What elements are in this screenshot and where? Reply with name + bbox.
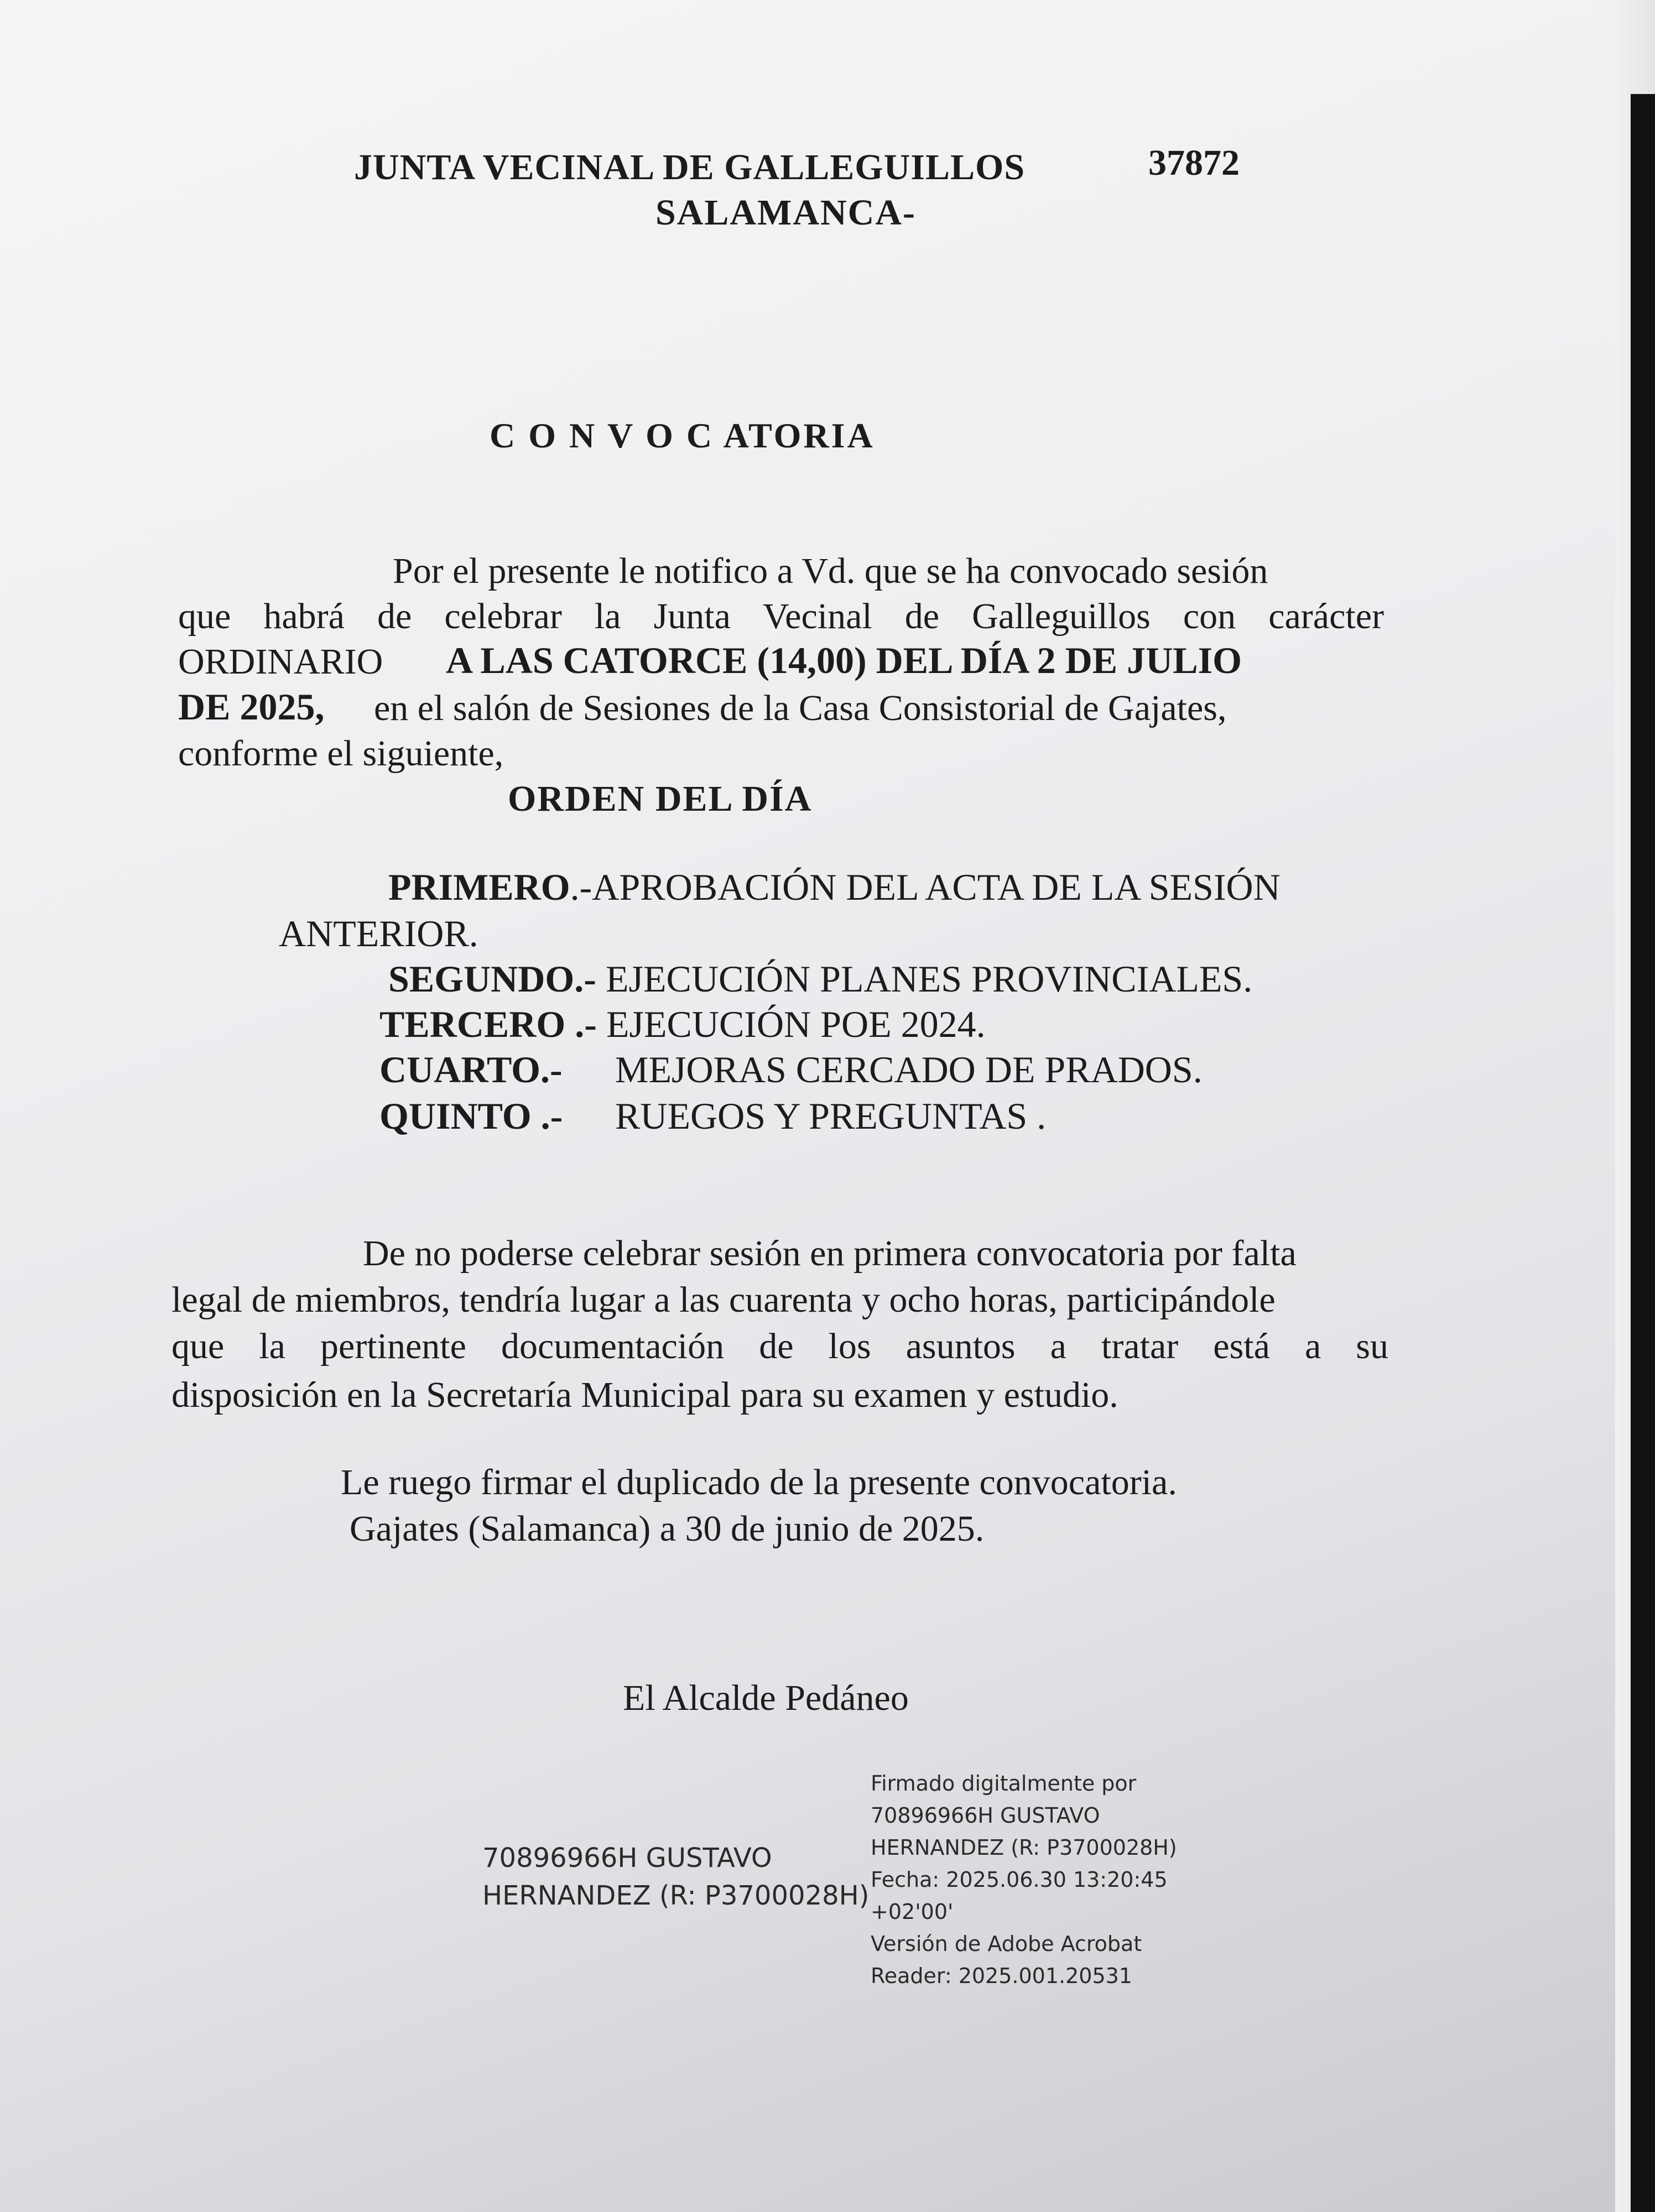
intro-line-1: Por el presente le notifico a Vd. que se ha convocado sesión [393, 551, 1268, 591]
signature-detail-line: Fecha: 2025.06.30 13:20:45 [871, 1867, 1168, 1892]
signature-detail-line: 70896966H GUSTAVO [871, 1803, 1100, 1828]
header-province: SALAMANCA- [655, 192, 916, 233]
agenda-item-5-text: RUEGOS Y PREGUNTAS . [615, 1095, 1047, 1137]
signature-detail-line: +02'00' [871, 1900, 954, 1924]
signature-detail-line: HERNANDEZ (R: P3700028H) [871, 1835, 1177, 1860]
agenda-item-1-label: PRIMERO [388, 866, 570, 908]
agenda-item-2-text: EJECUCIÓN PLANES PROVINCIALES. [596, 958, 1253, 1000]
agenda-heading: ORDEN DEL DÍA [508, 779, 813, 819]
intro-line-4-bold: DE 2025, [178, 686, 325, 728]
agenda-item-1 [388, 868, 1281, 906]
signature-detail-line: Firmado digitalmente por [871, 1771, 1137, 1796]
signer-title: El Alcalde Pedáneo [623, 1678, 909, 1718]
agenda-item-4 [379, 1048, 1203, 1091]
signature-name-line-1: 70896966H GUSTAVO [482, 1843, 772, 1874]
notice-line-3: que la pertinente documentación de los asuntos a tratar está a su [171, 1326, 1388, 1366]
signature-name-line-2: HERNANDEZ (R: P3700028H) [482, 1880, 870, 1911]
closing-place-date: Gajates (Salamanca) a 30 de junio de 2025. [350, 1509, 985, 1549]
header-postal-code: 37872 [1148, 143, 1240, 183]
agenda-item-1-text: .-APROBACIÓN DEL ACTA DE LA SESIÓN [570, 866, 1281, 908]
closing-request: Le ruego firmar el duplicado de la presente convocatoria. [341, 1462, 1177, 1503]
notice-line-1: De no poderse celebrar sesión en primera convocatoria por falta [363, 1233, 1297, 1274]
agenda-item-5-label: QUINTO .- [379, 1095, 563, 1137]
document-title: C O N V O C ATORIA [490, 416, 875, 455]
agenda-item-2-label: SEGUNDO.- [388, 958, 596, 1000]
header-org-name: JUNTA VECINAL DE GALLEGUILLOS [354, 147, 1026, 187]
intro-line-4-plain: en el salón de Sesiones de la Casa Consistorial de Gajates, [374, 688, 1227, 728]
intro-line-2: que habrá de celebrar la Junta Vecinal de Galleguillos con carácter [178, 596, 1384, 637]
intro-line-3-plain: ORDINARIO [178, 641, 383, 682]
agenda-item-3-label: TERCERO .- [379, 1003, 597, 1045]
intro-line-3-bold: A LAS CATORCE (14,00) DEL DÍA 2 DE JULIO [446, 639, 1242, 681]
notice-line-2: legal de miembros, tendría lugar a las cuarenta y ocho horas, participándole [171, 1280, 1276, 1320]
agenda-item-1-continuation: ANTERIOR. [279, 912, 478, 954]
agenda-item-5 [379, 1097, 1046, 1135]
signature-detail-line: Reader: 2025.001.20531 [871, 1964, 1132, 1988]
background-strip [1631, 94, 1655, 2212]
agenda-item-4-label: CUARTO.- [379, 1048, 563, 1091]
agenda-item-3 [379, 1005, 986, 1043]
signature-detail-line: Versión de Adobe Acrobat [871, 1932, 1142, 1956]
agenda-item-2 [388, 960, 1252, 998]
signature-details [871, 1767, 1177, 1992]
agenda-item-4-text: MEJORAS CERCADO DE PRADOS. [615, 1048, 1203, 1091]
intro-line-5: conforme el siguiente, [178, 733, 504, 774]
notice-line-4: disposición en la Secretaría Municipal para su examen y estudio. [171, 1375, 1118, 1415]
agenda-item-3-text: EJECUCIÓN POE 2024. [596, 1003, 986, 1045]
